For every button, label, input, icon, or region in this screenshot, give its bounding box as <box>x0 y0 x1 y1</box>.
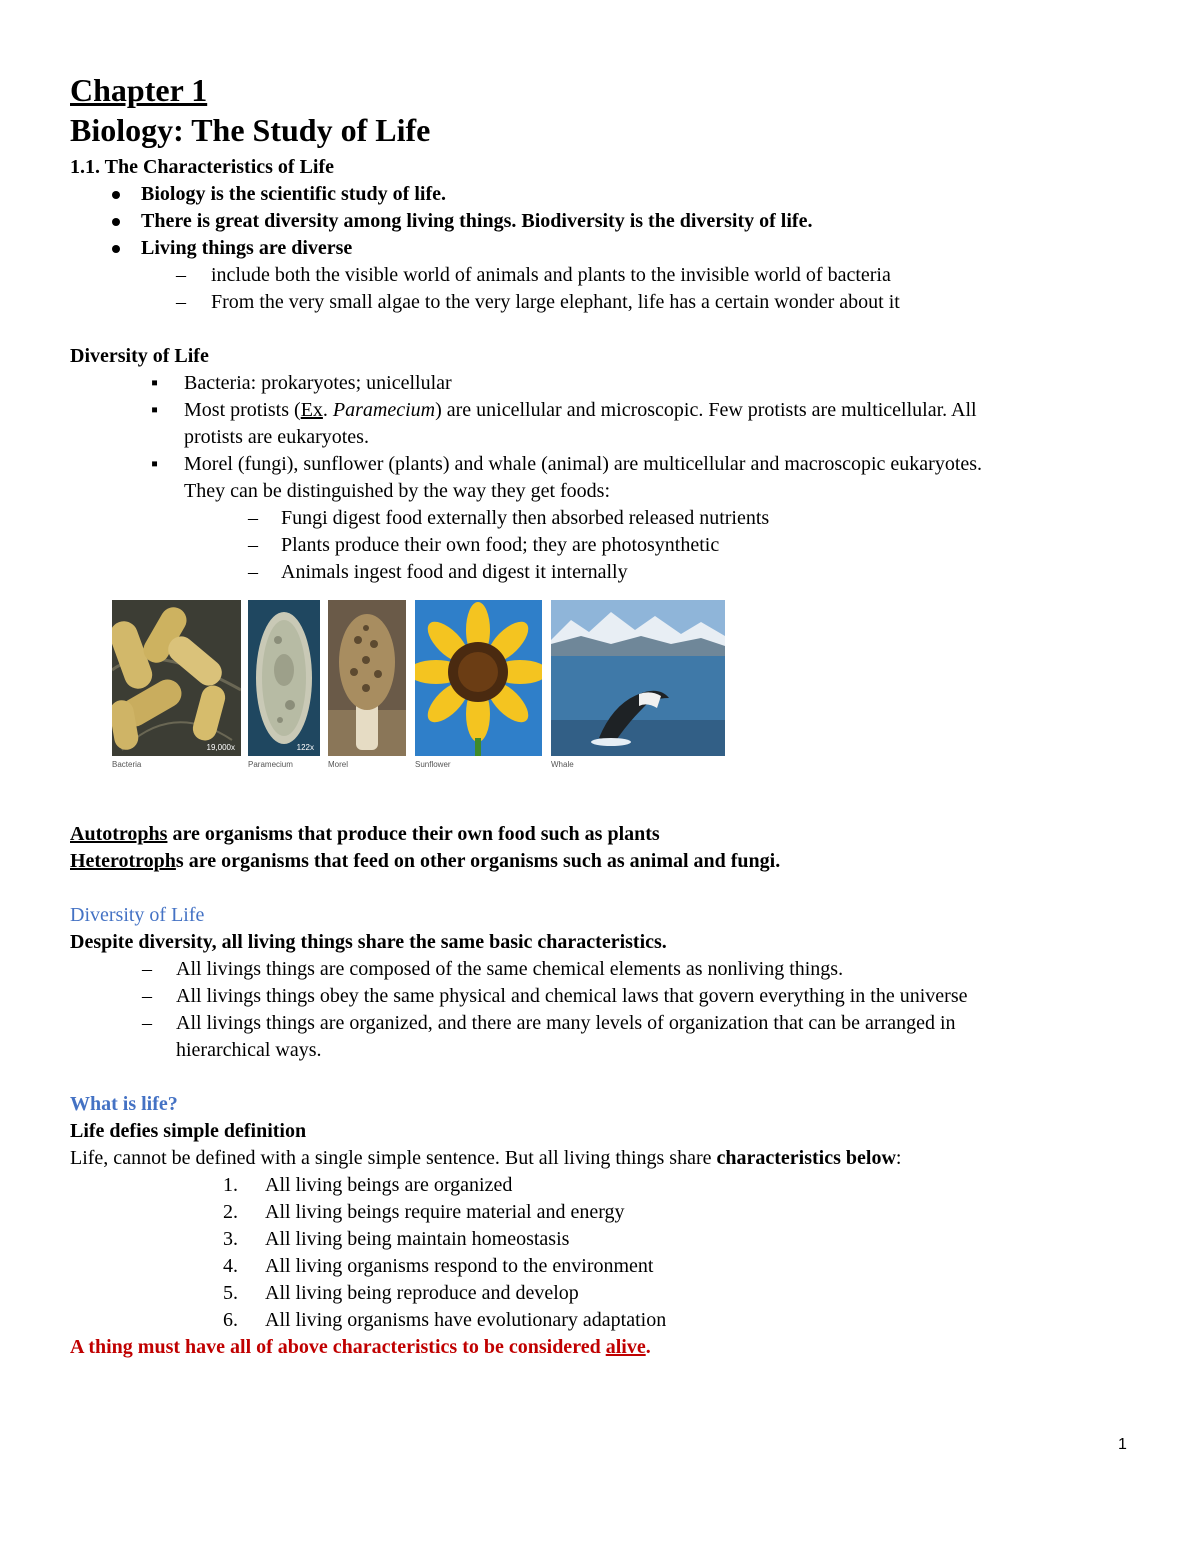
numbered-item: 2. All living beings require material and energy <box>223 1201 625 1223</box>
numbered-item: 4. All living organisms respond to the environment <box>223 1255 654 1277</box>
page-number: 1 <box>1118 1436 1127 1453</box>
list-item: Biology is the scientific study of life. <box>70 181 1140 208</box>
dash-bullet: – <box>142 985 152 1007</box>
photo-caption: Sunflower <box>415 760 451 769</box>
dash-bullet: – <box>248 507 258 529</box>
dash-bullet: – <box>248 534 258 556</box>
section-heading: Diversity of Life <box>70 904 205 926</box>
list-item: ▪ Most protists (Ex. Paramecium) are unicellular and microscopic. Few protists are multicellular. All <box>70 397 1140 424</box>
list-item: ▪ Morel (fungi), sunflower (plants) and whale (animal) are multicellular and macroscopic eukaryotes. <box>70 451 1140 478</box>
bullet-icon: ▪ <box>151 453 159 475</box>
list-item: ▪ Bacteria: prokaryotes; unicellular <box>70 370 1140 397</box>
morel-photo <box>328 600 406 756</box>
photo-caption: Whale <box>551 760 574 769</box>
whale-photo <box>551 600 725 756</box>
bullet-icon: ▪ <box>151 372 159 394</box>
photo-caption: Bacteria <box>112 760 142 769</box>
photo-caption: Morel <box>328 760 349 769</box>
magnification-label: 122x <box>296 743 314 752</box>
bacteria-photo <box>112 600 241 756</box>
photo-caption: Paramecium <box>248 760 293 769</box>
list-item-continuation: They can be distinguished by the way they get foods: <box>184 480 611 502</box>
heterotroph-definition: Heterotrophs are organisms that feed on other organisms such as animal and fungi. <box>70 850 781 872</box>
organism-photo-strip <box>70 600 1140 800</box>
dash-bullet: – <box>142 1012 152 1034</box>
bullet-icon: ▪ <box>151 399 159 421</box>
list-subitem: – include both the visible world of animals and plants to the invisible world of bacteria <box>70 262 1140 289</box>
chapter-title: Chapter 1 <box>70 72 208 108</box>
bullet-icon <box>112 191 120 199</box>
dash-bullet: – <box>176 291 186 313</box>
list-subitem: – Plants produce their own food; they are photosynthetic <box>70 532 1140 559</box>
section-heading: 1.1. The Characteristics of Life <box>70 156 335 178</box>
bullet-icon <box>112 218 120 226</box>
dash-bullet: – <box>176 264 186 286</box>
list-subitem-continuation: hierarchical ways. <box>176 1039 322 1061</box>
document-title: Biology: The Study of Life <box>70 112 431 148</box>
list-item: There is great diversity among living things. Biodiversity is the diversity of life. <box>70 208 1140 235</box>
list-subitem: – All livings things are composed of the same chemical elements as nonliving things. <box>70 956 1140 983</box>
bullet-icon <box>112 245 120 253</box>
list-subitem: – Fungi digest food externally then absorbed released nutrients <box>70 505 1140 532</box>
numbered-item: 6. All living organisms have evolutionary adaptation <box>223 1309 667 1331</box>
list-subitem: – All livings things are organized, and there are many levels of organization that can be arranged in <box>70 1010 1140 1037</box>
dash-bullet: – <box>142 958 152 980</box>
section-heading: What is life? <box>70 1093 178 1115</box>
numbered-item: 3. All living being maintain homeostasis <box>223 1228 570 1250</box>
sunflower-photo <box>415 600 542 756</box>
list-item-continuation: protists are eukaryotes. <box>184 426 369 448</box>
list-item: Living things are diverse <box>70 235 1140 262</box>
section-subheading: Life defies simple definition <box>70 1120 307 1142</box>
conclusion: A thing must have all of above characteristics to be considered alive. <box>70 1336 651 1358</box>
section-intro: Life, cannot be defined with a single simple sentence. But all living things share characteristics below: <box>70 1147 902 1169</box>
numbered-item: 5. All living being reproduce and develop <box>223 1282 579 1304</box>
magnification-label: 19,000x <box>206 743 235 752</box>
section-heading: Diversity of Life <box>70 345 209 367</box>
list-subitem: – From the very small algae to the very large elephant, life has a certain wonder about it <box>70 289 1140 316</box>
list-subitem: – Animals ingest food and digest it internally <box>70 559 1140 586</box>
dash-bullet: – <box>248 561 258 583</box>
document-page <box>70 70 1140 1361</box>
autotroph-definition: Autotrophs are organisms that produce their own food such as plants <box>70 823 660 845</box>
list-subitem: – All livings things obey the same physical and chemical laws that govern everything in the universe <box>70 983 1140 1010</box>
numbered-item: 1. All living beings are organized <box>223 1174 513 1196</box>
paramecium-photo <box>248 600 320 756</box>
section-lead: Despite diversity, all living things share the same basic characteristics. <box>70 931 667 953</box>
